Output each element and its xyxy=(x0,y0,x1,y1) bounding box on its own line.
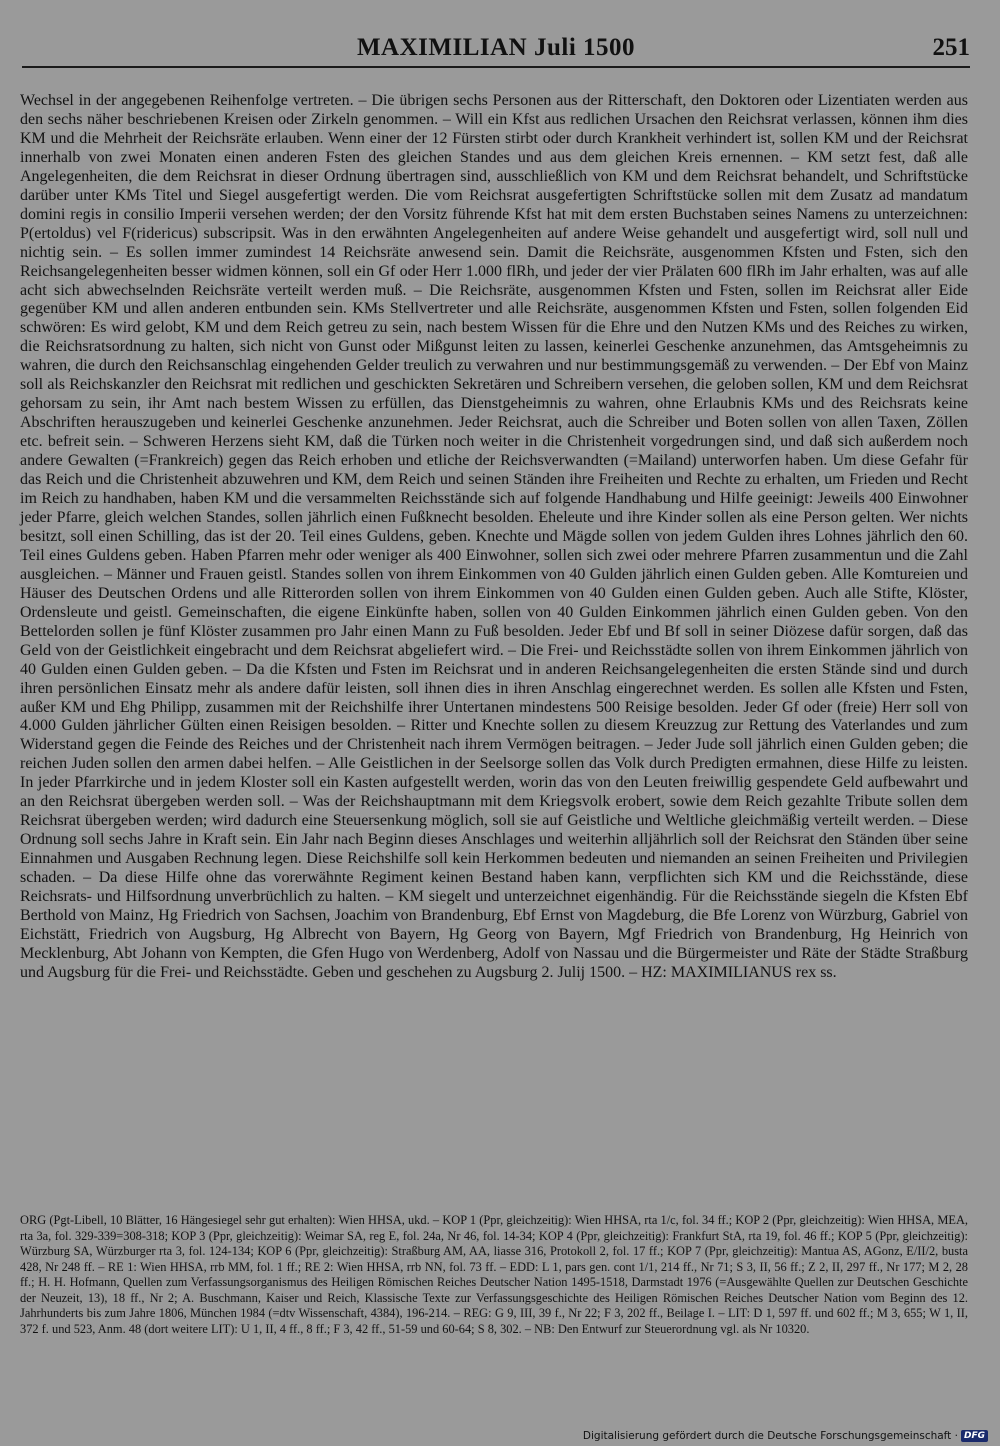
apparatus-block xyxy=(20,1213,968,1337)
main-text-block xyxy=(20,92,968,983)
digitization-footer xyxy=(583,1428,988,1444)
running-title: MAXIMILIAN Juli 1500 xyxy=(356,34,636,61)
dfg-logo: DFG xyxy=(961,1430,988,1442)
header-rule xyxy=(22,66,970,68)
footer-credit: Digitalisierung gefördert durch die Deutsche Forschungsgemeinschaft · xyxy=(582,1430,958,1442)
apparatus-paragraph: ORG (Pgt-Libell, 10 Blätter, 16 Hängesiegel sehr gut erhalten): Wien HHSA, ukd. – KOP 1 (Ppr, gleichzeitig): Wien HHSA, rta 1/c, fol. 34 ff.; KOP 2 (Ppr, gleichzeitig): Wien HHSA, MEA, rta 3a, fol. 329-339=308-318; KOP 3 (Ppr, gleichzeitig): Weimar SA, reg E, fol. 24a, Nr 46, fol. 14-34; KOP 4 (Ppr, gleichzeitig): Frankfurt StA, rta 19, fol. 46 ff.; KOP 5 (Ppr, gleichzeitig): Würzburg SA, Würzburger rta 3, fol. 124-134; KOP 6 (Ppr, gleichzeitig): Straßburg AM, AA, liasse 316, Protokoll 2, fol. 17 ff.; KOP 7 (Ppr, gleichzeitig): Mantua AS, AGonz, E/II/2, busta 428, Nr 248 ff. – RE 1: Wien HHSA, rrb MM, fol. 1 ff.; RE 2: Wien HHSA, rrb NN, fol. 73 ff. – EDD: L 1, pars gen. cont 1/1, 214 ff., Nr 71; S 3, II, 56 ff.; Z 2, II, 297 ff., Nr 177; M 2, 28 ff.; H. H. Hofmann, Quellen zum Verfassungsorganismus des Heiligen Römischen Reiches Deutscher Nation 1495-1518, Darmstadt 1976 (=Ausgewählte Quellen zur Deutschen Geschichte der Neuzeit, 13), 18 ff., Nr 2; A. Buschmann, Kaiser und Reich, Klassische Texte zur Verfassungsgeschichte des Heiligen Römischen Reiches Deutscher Nation vom Beginn des 12. Jahrhunderts bis zum Jahre 1806, München 1984 (=dtv Wissenschaft, 4384), 196-214. – REG: G 9, III, 39 f., Nr 22; F 3, 202 ff., Beilage I. – LIT: D 1, 597 ff. und 602 ff.; M 3, 655; W 1, II, 372 f. und 523, Anm. 48 (dort weitere LIT): U 1, II, 4 ff., 8 ff.; F 3, 42 ff., 51-59 und 60-64; S 8, 302. – NB: Den Entwurf zur Steuerordnung vgl. als Nr 10320. xyxy=(20,1213,968,1336)
page-number: 251 xyxy=(932,34,970,61)
page-header xyxy=(22,30,970,64)
main-paragraph: Wechsel in der angegebenen Reihenfolge vertreten. – Die übrigen sechs Personen aus der Ritterschaft, den Doktoren oder Lizentiaten werden aus den sechs näher beschriebenen Kreisen oder Zirkeln genommen. – Will ein Kfst aus redlichen Ursachen den Reichsrat verlassen, können ihm dies KM und die Mehrheit der Reichsräte erlauben. Wenn einer der 12 Fürsten stirbt oder durch Krankheit verhindert ist, sollen KM und der Reichsrat innerhalb von zwei Monaten einen anderen Fsten des gleichen Standes und aus dem gleichen Kreis ernennen. – KM setzt fest, daß alle Angelegenheiten, die dem Reichsrat in dieser Ordnung übertragen sind, ausschließlich von KM und dem Reichsrat behandelt, und Schriftstücke darüber unter KMs Titel und Siegel ausgefertigt werden. Die vom Reichsrat ausgefertigten Schriftstücke sollen mit dem Zusatz ad mandatum domini regis in consilio Imperii versehen werden; der den Vorsitz führende Kfst hat mit dem ersten Buchstaben seines Namens zu unterzeichnen: P(ertoldus) vel F(ridericus) subscripsit. Was in den erwähnten Angelegenheiten auf andere Weise gehandelt und ausgefertigt wird, soll null und nichtig sein. – Es sollen immer zumindest 14 Reichsräte anwesend sein. Damit die Reichsräte, ausgenommen Kfsten und Fsten, sich den Reichsangelegenheiten besser widmen können, soll ein Gf oder Herr 1.000 flRh, und jeder der vier Prälaten 600 flRh im Jahr erhalten, was auf alle acht sich abwechselnden Reichsräte verteilt werden muß. – Die Reichsräte, ausgenommen Kfsten und Fsten, sollen im Reichsrat aller Eide gegenüber KM und allen anderen entbunden sein. KMs Stellvertreter und alle Reichsräte, ausgenommen Kfsten und Fsten, sollen folgenden Eid schwören: Es wird gelobt, KM und dem Reich getreu zu sein, nach bestem Wissen für die Ehre und den Nutzen KMs und des Reiches zu wirken, die Reichsratsordnung zu halten, sich nicht von Gunst oder Mißgunst leiten zu lassen, keinerlei Geschenke anzunehmen, das Amtsgeheimnis zu wahren, die durch den Reichsanschlag eingehenden Gelder treulich zu verwahren und nur bestimmungsgemäß zu verwenden. – Der Ebf von Mainz soll als Reichskanzler den Reichsrat mit redlichen und geschickten Sekretären und Schreibern versehen, die geloben sollen, KM und dem Reichsrat gehorsam zu sein, ihr Amt nach bestem Wissen zu erfüllen, das Dienstgeheimnis zu wahren, ohne Erlaubnis KMs und des Reichsrats keine Abschriften herauszugeben und keinerlei Geschenke anzunehmen. Jeder Reichsrat, auch die Schreiber und Boten sollen von allen Taxen, Zöllen etc. befreit sein. – Schweren Herzens sieht KM, daß die Türken noch weiter in die Christenheit vorgedrungen sind, und daß sich außerdem noch andere Gewalten (=Frankreich) gegen das Reich erhoben und etliche der Reichsverwandten (=Mailand) unterworfen haben. Um diese Gefahr für das Reich und die Christenheit abzuwehren und KM, dem Reich und seinen Ständen ihre Freiheiten und Rechte zu erhalten, um Frieden und Recht im Reich zu handhaben, haben KM und die versammelten Reichsstände sich auf folgende Handhabung und Hilfe geeinigt: Jeweils 400 Einwohner jeder Pfarre, gleich welchen Standes, sollen jährlich einen Fußknecht besolden. Eheleute und ihre Kinder sollen als eine Person gelten. Wer nichts besitzt, soll einen Schilling, das ist der 20. Teil eines Guldens, geben. Knechte und Mägde sollen von jedem Gulden ihres Lohnes jährlich den 60. Teil eines Guldens geben. Haben Pfarren mehr oder weniger als 400 Einwohner, sollen sich zwei oder mehrere Pfarren zusammentun und die Zahl ausgleichen. – Männer und Frauen geistl. Standes sollen von ihrem Einkommen von 40 Gulden jährlich einen Gulden geben. Alle Komtureien und Häuser des Deutschen Ordens und alle Ritterorden sollen von ihrem Einkommen von 40 Gulden einen Gulden geben. Auch alle Stifte, Klöster, Ordensleute und geistl. Gemeinschaften, die eigene Einkünfte haben, sollen von 40 Gulden Einkommen jährlich einen Gulden geben. Von den Bettelorden sollen je fünf Klöster zusammen pro Jahr einen Mann zu Fuß besolden. Jeder Ebf und Bf soll in seiner Diözese dafür sorgen, daß das Geld von der Geistlichkeit eingebracht und dem Reichsrat abgeliefert wird. – Die Frei- und Reichsstädte sollen von ihrem Einkommen jährlich von 40 Gulden einen Gulden geben. – Da die Kfsten und Fsten im Reichsrat und in anderen Reichsangelegenheiten die ersten Stände sind und durch ihren persönlichen Einsatz mehr als andere dafür leisten, soll ihnen dies in ihren Anschlag eingerechnet werden. Es sollen alle Kfsten und Fsten, außer KM und Ehg Philipp, zusammen mit der Reichshilfe ihrer Untertanen mindestens 500 Reisige besolden. Jeder Gf oder (freie) Herr soll von 4.000 Gulden jährlicher Gülten einen Reisigen besolden. – Ritter und Knechte sollen zu diesem Kreuzzug zur Rettung des Vaterlandes und zum Widerstand gegen die Feinde des Reiches und der Christenheit nach ihrem Vermögen beitragen. – Jeder Jude soll jährlich einen Gulden geben; die reichen Juden sollen den armen dabei helfen. – Alle Geistlichen in der Seelsorge sollen das Volk durch Predigten ermahnen, diese Hilfe zu leisten. In jeder Pfarrkirche und in jedem Kloster soll ein Kasten aufgestellt werden, worin das von den Leuten freiwillig gespendete Geld aufbewahrt und an den Reichsrat übergeben werden soll. – Was der Reichshauptmann mit dem Kriegsvolk erobert, sowie dem Reich gezahlte Tribute sollen dem Reichsrat übergeben werden; wird dadurch eine Steuersenkung möglich, soll sie auf Geistliche und Weltliche gleichmäßig verteilt werden. – Diese Ordnung soll sechs Jahre in Kraft sein. Ein Jahr nach Beginn dieses Anschlages und weiterhin alljährlich soll der Reichsrat den Ständen über seine Einnahmen und Ausgaben Rechnung legen. Diese Reichshilfe soll kein Herkommen bedeuten und niemanden an seinen Freiheiten und Privilegien schaden. – Da diese Hilfe ohne das vorerwähnte Regiment keinen Bestand haben kann, verpflichten sich KM und die Reichsstände, diese Reichsrats- und Hilfsordnung unverbrüchlich zu halten. – KM siegelt und unterzeichnet eigenhändig. Für die Reichsstände siegeln die Kfsten Ebf Berthold von Mainz, Hg Friedrich von Sachsen, Joachim von Brandenburg, Ebf Ernst von Magdeburg, die Bfe Lorenz von Würzburg, Gabriel von Eichstätt, Friedrich von Augsburg, Hg Albrecht von Bayern, Hg Georg von Bayern, Mgf Friedrich von Brandenburg, Hg Heinrich von Mecklenburg, Abt Johann von Kempten, die Gfen Hugo von Werdenberg, Adolf von Nassau und die Bürgermeister und Räte der Städte Straßburg und Augsburg für die Frei- und Reichsstädte. Geben und geschehen zu Augsburg 2. Julij 1500. – HZ: MAXIMILIANUS rex ss. xyxy=(20,92,968,981)
